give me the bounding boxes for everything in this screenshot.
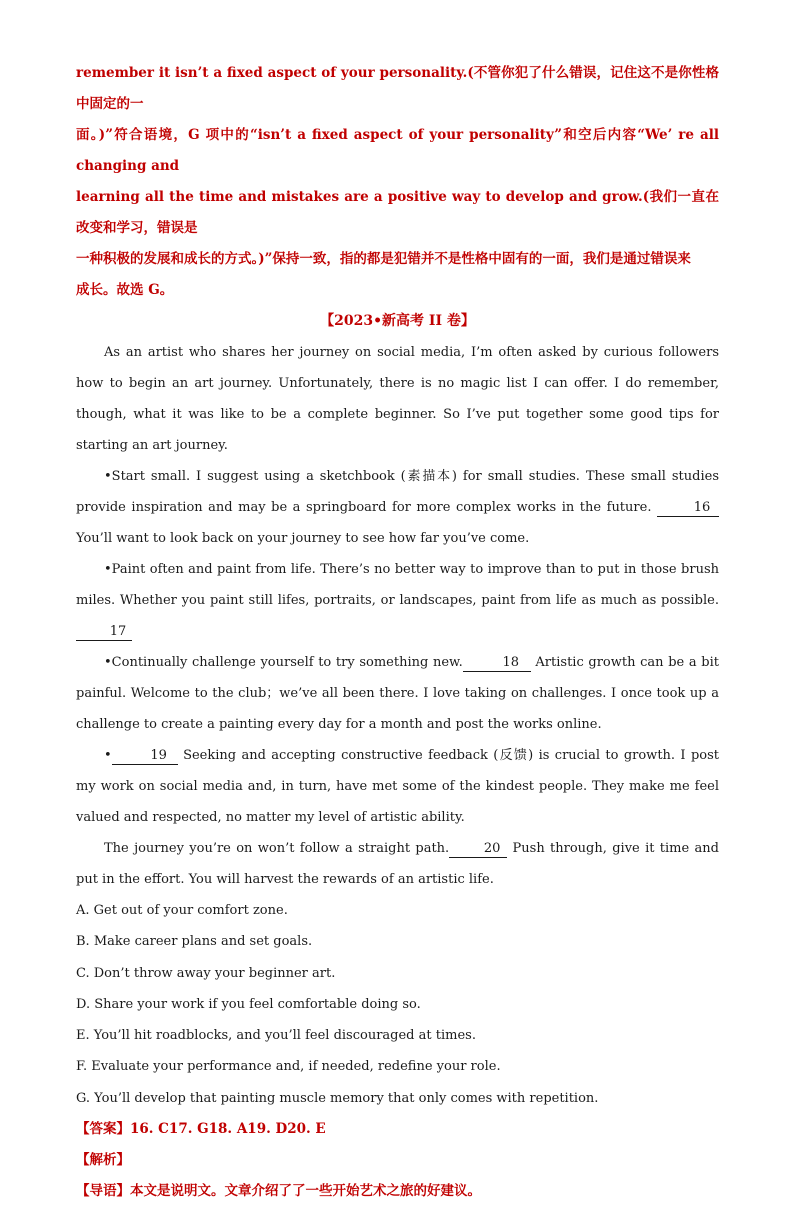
option-d: D. Share your work if you feel comfortable doing so.: [76, 996, 421, 1012]
intro-explanation: [76, 58, 719, 306]
blank-20: 20: [449, 840, 507, 858]
blank-18: 18: [463, 654, 531, 672]
option-f: F. Evaluate your performance and, if needed, redefine your role.: [76, 1059, 501, 1075]
blank-16: 16: [657, 499, 719, 517]
intro-line: learning all the time and mistakes are a positive way to develop and grow.(我们一直在改变和学习，错误是: [76, 189, 719, 236]
section-title: 【2023•新高考 II 卷】: [320, 313, 475, 329]
guide-text: 【导语】本文是说明文。文章介绍了了一些开始艺术之旅的好建议。: [76, 1183, 481, 1200]
options-list: [76, 895, 719, 1114]
paragraph-text: Artistic growth can be a bit painful. Welcome to the club；we’ve all been there. I love taking on challenges. I once took up a challenge to create a painting every day for a month and post the works online.: [76, 655, 719, 732]
paragraph-text: You’ll want to look back on your journey to see how far you’ve come.: [76, 531, 530, 546]
paragraph-text: •Continually challenge yourself to try something new.: [104, 655, 463, 670]
blank-19: 19: [112, 747, 178, 765]
paragraph-text: •Start small. I suggest using a sketchbook (素描本) for small studies. These small studies provide inspiration and may be a springboard for more complex works in the future.: [76, 469, 719, 515]
paragraph-text: The journey you’re on won’t follow a straight path.: [104, 841, 450, 856]
paragraph-text: Push through, give it time and put in the effort. You will harvest the rewards of an artistic life.: [76, 841, 719, 887]
document-page: [76, 58, 719, 1207]
passage-paragraph-3: [76, 554, 719, 647]
passage-paragraph-1: As an artist who shares her journey on social media, I’m often asked by curious followers how to begin an art journey. Unfortunately, there is no magic list I can offer. I do remember, though, what it was like to be a complete beginner. So I’ve put together some good tips for starting an art journey.: [76, 345, 719, 453]
intro-line: remember it isn’t a fixed aspect of your personality.(不管你犯了什么错误，记住这不是你性格中固定的一: [76, 65, 719, 112]
analysis-label: 【解析】: [76, 1152, 130, 1169]
bullet: •: [104, 748, 112, 763]
paragraph-text: Seeking and accepting constructive feedback (反馈) is crucial to growth. I post my work on social media and, in turn, have met some of the kindest people. They make me feel valued and respected, no matter my level of artistic ability.: [76, 748, 719, 825]
passage-paragraph-5: [76, 740, 719, 833]
passage-paragraph-4: [76, 647, 719, 740]
option-g: G. You’ll develop that painting muscle memory that only comes with repetition.: [76, 1090, 599, 1106]
blank-17: 17: [76, 623, 132, 641]
option-a: A. Get out of your comfort zone.: [76, 903, 288, 918]
paragraph-text: •Paint often and paint from life. There’s no better way to improve than to put in those brush miles. Whether you paint still lifes, portraits, or landscapes, paint from life as much as possible.: [76, 562, 719, 608]
option-b: B. Make career plans and set goals.: [76, 934, 313, 950]
intro-line: 面。)”符合语境，G 项中的“isn’t a fixed aspect of your personality”和空后内容“We’ re all changing and: [76, 127, 719, 174]
option-c: C. Don’t throw away your beginner art.: [76, 965, 336, 981]
passage-paragraph-2: [76, 461, 719, 554]
intro-line: 一种积极的发展和成长的方式。)”保持一致，指的都是犯错并不是性格中固有的一面，我们是通过错误来: [76, 251, 691, 267]
option-e: E. You’ll hit roadblocks, and you’ll feel discouraged at times.: [76, 1028, 476, 1044]
passage-paragraph-6: [76, 833, 719, 895]
intro-line: 成长。故选 G。: [76, 282, 174, 298]
answer-key: 【答案】16. C17. G18. A19. D20. E: [76, 1121, 326, 1138]
